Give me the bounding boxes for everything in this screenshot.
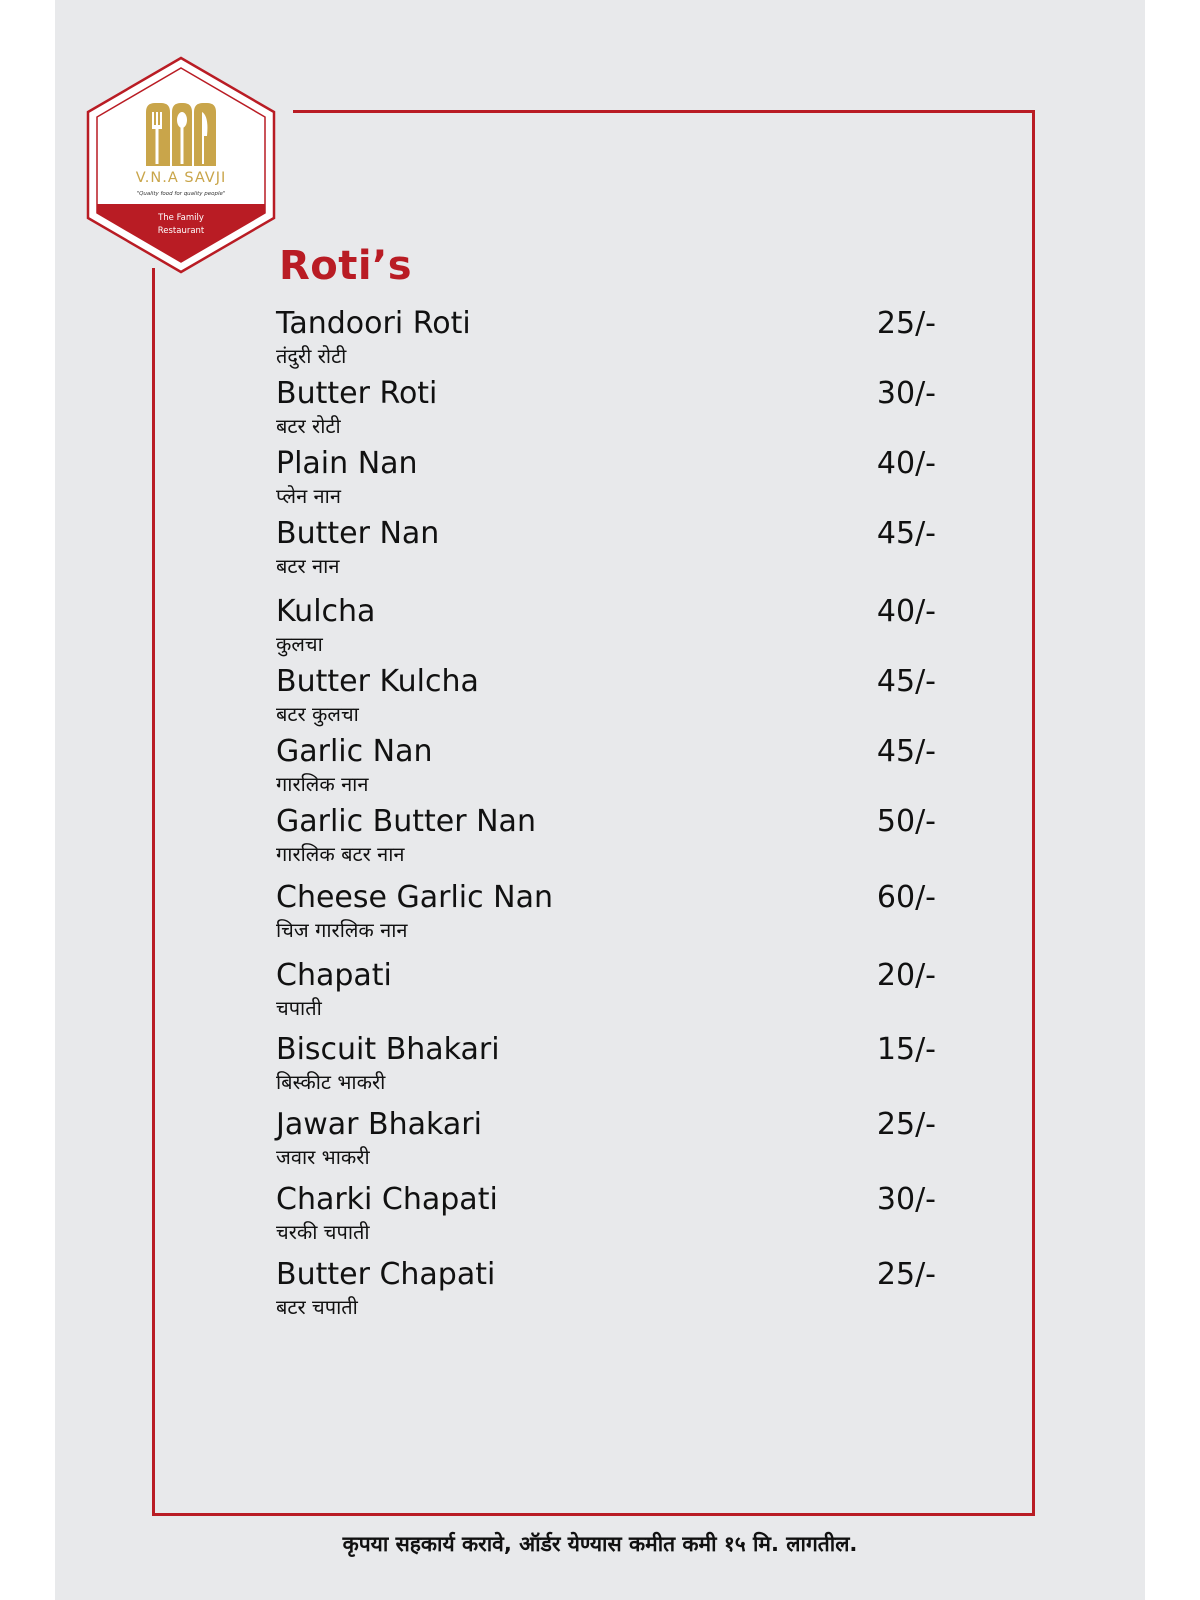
- menu-item-name-marathi: प्लेन नान: [276, 484, 341, 508]
- menu-item-price: 45/-: [876, 734, 936, 769]
- menu-item-name-marathi: चरकी चपाती: [276, 1220, 370, 1244]
- menu-item-price: 40/-: [876, 446, 936, 481]
- menu-item: [276, 1107, 936, 1171]
- menu-item: [276, 516, 936, 580]
- menu-item-name: Butter Nan: [276, 516, 440, 551]
- menu-item-name: Jawar Bhakari: [276, 1107, 482, 1142]
- menu-item-name: Butter Kulcha: [276, 664, 479, 699]
- menu-item-name-marathi: बटर चपाती: [276, 1295, 358, 1319]
- frame-right-line: [1032, 110, 1035, 1516]
- brand-subtitle-line1: The Family: [158, 213, 204, 223]
- menu-item-name: Tandoori Roti: [276, 306, 471, 341]
- menu-item: [276, 1032, 936, 1096]
- menu-item-name-marathi: बटर नान: [276, 554, 340, 578]
- menu-item: [276, 804, 936, 868]
- menu-item-price: 45/-: [876, 516, 936, 551]
- menu-item: [276, 664, 936, 728]
- brand-subtitle-line2: Restaurant: [157, 226, 205, 236]
- menu-item-name-marathi: गारलिक नान: [276, 772, 369, 796]
- menu-item-name: Butter Roti: [276, 376, 438, 411]
- menu-item-name: Charki Chapati: [276, 1182, 498, 1217]
- menu-item-price: 30/-: [876, 376, 936, 411]
- menu-item-price: 45/-: [876, 664, 936, 699]
- menu-item: [276, 1257, 936, 1321]
- frame-left-line: [152, 268, 155, 1516]
- menu-item-price: 30/-: [876, 1182, 936, 1217]
- menu-item: [276, 880, 936, 944]
- menu-item-name: Chapati: [276, 958, 392, 993]
- menu-item-name-marathi: तंदुरी रोटी: [276, 344, 347, 368]
- menu-item-name: Kulcha: [276, 594, 376, 629]
- menu-item-name: Butter Chapati: [276, 1257, 496, 1292]
- menu-item-price: 25/-: [876, 306, 936, 341]
- menu-item-price: 50/-: [876, 804, 936, 839]
- menu-item: [276, 734, 936, 798]
- menu-item-name: Plain Nan: [276, 446, 418, 481]
- brand-name: V.N.A SAVJI: [135, 170, 227, 186]
- menu-item-price: 40/-: [876, 594, 936, 629]
- menu-item-price: 60/-: [876, 880, 936, 915]
- frame-top-line: [293, 110, 1035, 113]
- menu-item-name-marathi: बटर कुलचा: [276, 702, 359, 726]
- menu-item-price: 25/-: [876, 1107, 936, 1142]
- menu-item-name-marathi: जवार भाकरी: [276, 1145, 370, 1169]
- menu-item: [276, 1182, 936, 1246]
- menu-item: [276, 594, 936, 658]
- cutlery-icon: [144, 100, 216, 166]
- menu-item-name-marathi: चिज गारलिक नान: [276, 918, 408, 942]
- menu-item-price: 25/-: [876, 1257, 936, 1292]
- menu-item-name: Biscuit Bhakari: [276, 1032, 500, 1067]
- menu-item-name-marathi: चपाती: [276, 996, 322, 1020]
- menu-item: [276, 306, 936, 370]
- menu-item-name: Garlic Nan: [276, 734, 433, 769]
- menu-item: [276, 446, 936, 510]
- menu-item-price: 15/-: [876, 1032, 936, 1067]
- menu-item-name: Garlic Butter Nan: [276, 804, 536, 839]
- menu-item-name: Cheese Garlic Nan: [276, 880, 554, 915]
- menu-item: [276, 376, 936, 440]
- menu-item-name-marathi: गारलिक बटर नान: [276, 842, 405, 866]
- frame-bottom-line: [152, 1513, 1035, 1516]
- brand-tagline: "Quality food for quality people": [136, 191, 226, 197]
- menu-item-name-marathi: बटर रोटी: [276, 414, 341, 438]
- footer-note: कृपया सहकार्य करावे, ऑर्डर येण्यास कमीत कमी १५ मि. लागतील.: [342, 1532, 858, 1556]
- menu-item-price: 20/-: [876, 958, 936, 993]
- menu-item-name-marathi: कुलचा: [276, 632, 323, 656]
- menu-item: [276, 958, 936, 1022]
- menu-item-name-marathi: बिस्कीट भाकरी: [276, 1070, 386, 1094]
- restaurant-logo: [86, 56, 276, 274]
- section-title: Roti’s: [279, 243, 413, 289]
